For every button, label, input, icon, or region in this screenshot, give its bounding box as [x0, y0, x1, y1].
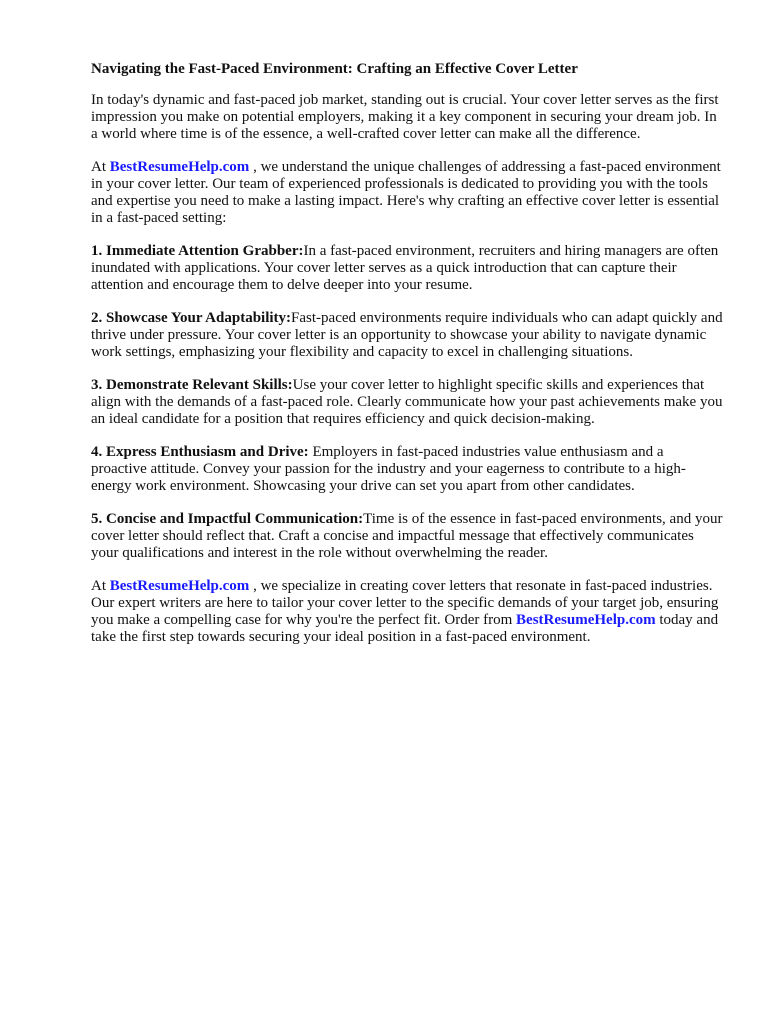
point-2-text: Fast-paced environments require individuals who can adapt quickly and thrive under pressure. Your cover letter is an opportunity to showcase your ability to navigate dynamic work settings, emphasizing your flexibility and capacity to excel in challenging situations. [91, 310, 723, 360]
bestresumehelp-link-2[interactable]: BestResumeHelp.com [109, 578, 250, 594]
document-page [91, 60, 723, 662]
closing-text-1: , we specialize in creating cover letters that resonate in fast-paced industries. Our expert writers are here to tailor your cover letter to the specific demands of your target job, ensuring you make a compelling case for why you're the perfect fit. Order from [91, 578, 719, 628]
closing-paragraph [91, 578, 723, 646]
point-4-text: Employers in fast-paced industries value enthusiasm and a proactive attitude. Convey your passion for the industry and your eagerness to contribute to a high-energy work environment. Showcasing your drive can set you apart from other candidates. [91, 444, 686, 494]
document-title: Navigating the Fast-Paced Environment: Crafting an Effective Cover Letter [91, 61, 578, 77]
point-1-paragraph [91, 243, 723, 294]
about-paragraph [91, 159, 723, 227]
point-4-paragraph [91, 444, 723, 495]
point-5-text: Time is of the essence in fast-paced environments, and your cover letter should reflect that. Craft a concise and impactful message that effectively communicates your qualifications and interest in the role without overwhelming the reader. [91, 511, 723, 561]
point-4-heading: 4. Express Enthusiasm and Drive: [91, 444, 309, 460]
about-prefix: At [91, 159, 110, 175]
bestresumehelp-link-3[interactable]: BestResumeHelp.com [516, 612, 656, 628]
point-5-heading: 5. Concise and Impactful Communication: [91, 511, 364, 527]
closing-text-2: today and take the first step towards securing your ideal position in a fast-paced environment. [91, 612, 719, 645]
bestresumehelp-link[interactable]: BestResumeHelp.com [109, 159, 250, 175]
point-2-paragraph [91, 310, 723, 361]
point-1-text: In a fast-paced environment, recruiters and hiring managers are often inundated with applications. Your cover letter serves as a quick introduction that can capture their attention and encourage them to delve deeper into your resume. [91, 243, 719, 293]
point-3-text: Use your cover letter to highlight specific skills and experiences that align with the demands of a fast-paced role. Clearly communicate how your past achievements make you an ideal candidate for a position that requires efficiency and quick decision-making. [91, 377, 723, 427]
intro-paragraph: In today's dynamic and fast-paced job market, standing out is crucial. Your cover letter serves as the first impression you make on potential employers, making it a key component in securing your dream job. In a world where time is of the essence, a well-crafted cover letter can make all the difference. [91, 92, 719, 142]
point-3-heading: 3. Demonstrate Relevant Skills: [91, 377, 293, 393]
point-5-paragraph [91, 511, 723, 562]
closing-prefix: At [91, 578, 110, 594]
about-text: , we understand the unique challenges of addressing a fast-paced environment in your cover letter. Our team of experienced professionals is dedicated to providing you with the tools and expertise you need to make a lasting impact. Here's why crafting an effective cover letter is essential in a fast-paced setting: [91, 159, 721, 226]
point-3-paragraph [91, 377, 723, 428]
point-2-heading: 2. Showcase Your Adaptability: [91, 310, 292, 326]
point-1-heading: 1. Immediate Attention Grabber: [91, 243, 304, 259]
